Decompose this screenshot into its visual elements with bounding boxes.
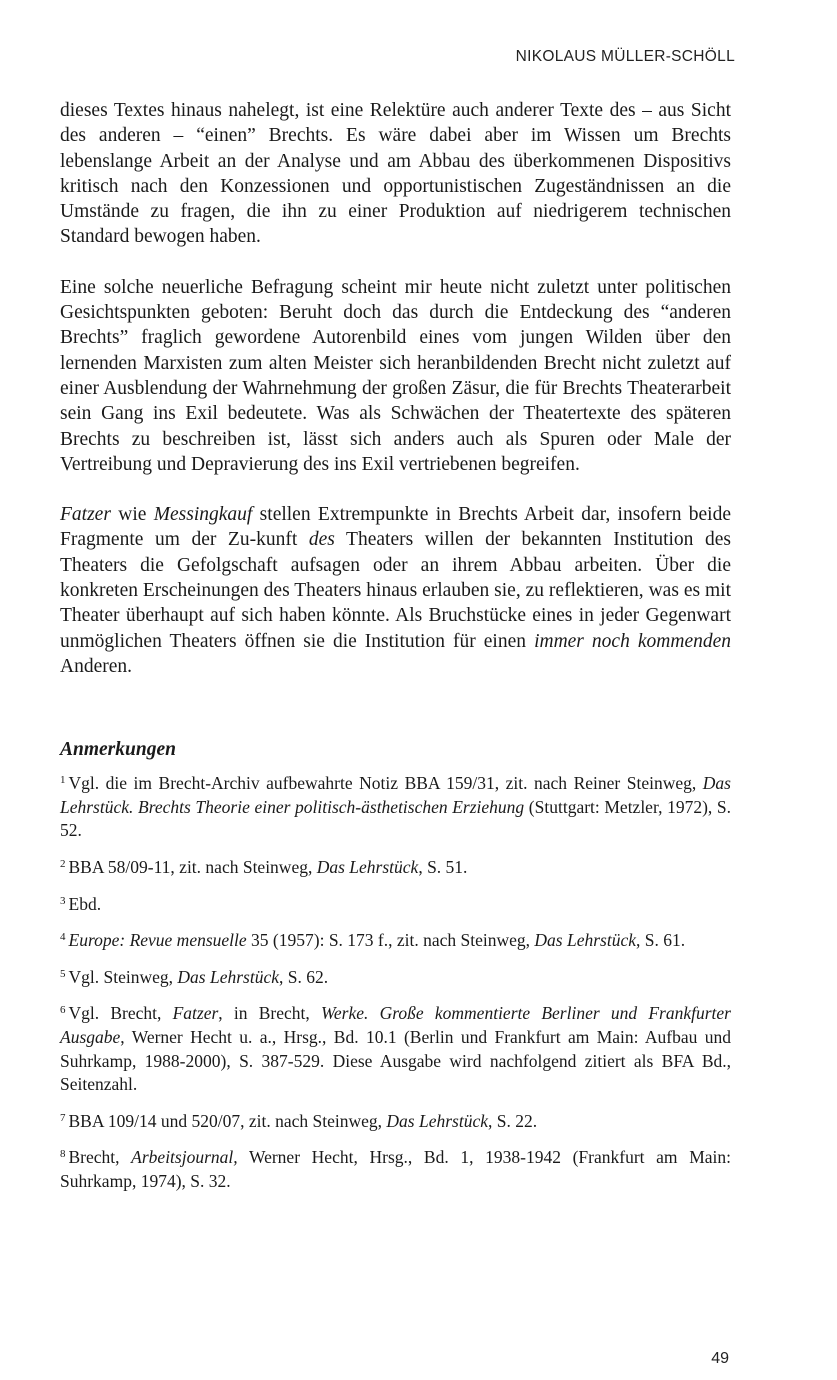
italic-text: Messingkauf	[153, 504, 253, 526]
endnote	[60, 769, 731, 843]
text-run: Ebd.	[68, 893, 102, 914]
endnotes-list	[60, 769, 731, 1193]
text-run: BBA 58/09-11, zit. nach Steinweg,	[68, 857, 317, 878]
text-run: BBA 109/14 und 520/07, zit. nach Steinweg,	[68, 1110, 387, 1131]
endnote	[60, 890, 731, 917]
running-head: NIKOLAUS MÜLLER-SCHÖLL	[515, 48, 735, 65]
endnote-number: 6	[60, 1004, 66, 1017]
endnote-number: 2	[60, 858, 66, 871]
text-run: Brecht,	[68, 1147, 132, 1168]
italic-text: Das Lehrstück	[386, 1110, 488, 1131]
endnote	[60, 999, 731, 1096]
endnote-number: 5	[60, 967, 66, 980]
italic-text: Europe: Revue mensuelle	[68, 930, 247, 951]
endnotes-title: Anmerkungen	[60, 739, 176, 761]
text-run: , S. 51.	[418, 857, 468, 878]
endnote	[60, 963, 731, 990]
italic-text: Das Lehrstück	[177, 966, 279, 987]
italic-text: des	[308, 529, 335, 551]
italic-text: Werke. Große kommentierte Berliner und Frankfurter Ausgabe	[60, 1003, 731, 1047]
body-paragraph	[60, 502, 731, 679]
body-paragraph: Eine solche neuerliche Befragung scheint mir heute nicht zuletzt unter politischen Gesichtspunkten geboten: Beruht doch das durch die Entdeckung des “anderen Brechts” fraglich gewordene Autorenbild eines vom jungen Wilden über den lernenden Marxisten zum alten Meister sich heranbildenden Brecht nicht zuletzt auf einer Ausblendung der Wahrnehmung der großen Zäsur, die für Brechts Theaterarbeit sein Gang ins Exil bedeutete. Was als Schwächen der Theatertexte des späteren Brechts zu beschreiben ist, lässt sich anders auch als Spuren oder Male der Vertreibung und Depravierung des ins Exil vertriebenen begreifen.	[60, 276, 731, 475]
italic-text: Das Lehrstück	[316, 857, 419, 878]
text-run: , Werner Hecht u. a., Hrsg., Bd. 10.1 (Berlin und Frankfurt am Main: Aufbau und Suhrkamp, 1988-2000), S. 387-529. Diese Ausgabe wird nachfolgend zitiert als BFA Bd., Seitenzahl.	[60, 1026, 731, 1095]
text-run: , S. 61.	[636, 930, 686, 951]
endnote-number: 1	[60, 774, 66, 787]
text-run: (Stuttgart: Metzler, 1972), S. 52.	[60, 796, 731, 841]
endnote	[60, 926, 731, 953]
endnote	[60, 1143, 731, 1193]
text-run: , S. 62.	[278, 966, 329, 987]
text-run: Theaters willen der bekannten Institution des Theaters die Gefolgschaft aufsagen oder an ihrem Abbau arbeiten. Über die konkreten Erscheinungen des Theaters hinaus erlauben sie, zu reflektieren, was es mit Theater überhaupt auf sich haben könnte. Als Bruchstücke eines in jeder Gegenwart unmöglichen Theaters öffnen sie die Institution für einen	[60, 529, 731, 652]
endnotes-section	[60, 739, 731, 1193]
endnote-number: 3	[60, 894, 66, 907]
endnote-number: 8	[60, 1148, 66, 1161]
text-run: 35 (1957): S. 173 f., zit. nach Steinweg,	[246, 930, 535, 951]
text-run: , S. 22.	[488, 1110, 538, 1131]
text-run: wie	[110, 504, 154, 526]
page-body	[60, 98, 731, 1204]
text-run: , in Brecht,	[218, 1003, 321, 1024]
endnote-number: 4	[60, 931, 66, 944]
italic-text: Arbeitsjournal,	[131, 1147, 238, 1168]
italic-text: immer noch kommenden	[534, 630, 731, 652]
endnote	[60, 1107, 731, 1134]
italic-text: Fatzer	[60, 504, 111, 526]
text-run: Vgl. Brecht,	[68, 1003, 173, 1024]
text-run: Vgl. Steinweg,	[68, 966, 178, 987]
text-run: Anderen.	[60, 655, 133, 677]
italic-text: Das Lehrstück. Brechts Theorie einer politisch-ästhetischen Erziehung	[60, 773, 731, 817]
text-run: stellen Extrempunkte in Brechts Arbeit dar, insofern beide Fragmente um der Zu-kunft	[60, 504, 732, 551]
text-run: Vgl. die im Brecht-Archiv aufbewahrte Notiz BBA 159/31, zit. nach Reiner Steinweg,	[68, 773, 703, 794]
italic-text: Fatzer	[172, 1003, 219, 1024]
endnote-number: 7	[60, 1111, 66, 1124]
body-paragraph: dieses Textes hinaus nahelegt, ist eine Relektüre auch anderer Texte des – aus Sicht des anderen – “einen” Brechts. Es wäre dabei aber im Wissen um Brechts lebenslange Arbeit an der Analyse und am Abbau des überkommenen Dispositivs kritisch nach den Konzessionen und opportunistischen Zugeständnissen an die Umstände zu fragen, die ihn zu einer Produktion auf niedrigerem technischen Standard bewogen haben.	[60, 100, 731, 248]
page-number: 49	[711, 1350, 729, 1367]
text-run: Werner Hecht, Hrsg., Bd. 1, 1938-1942 (Frankfurt am Main: Suhrkamp, 1974), S. 32.	[60, 1147, 731, 1191]
italic-text: Das Lehrstück	[534, 930, 636, 951]
endnote	[60, 853, 731, 880]
